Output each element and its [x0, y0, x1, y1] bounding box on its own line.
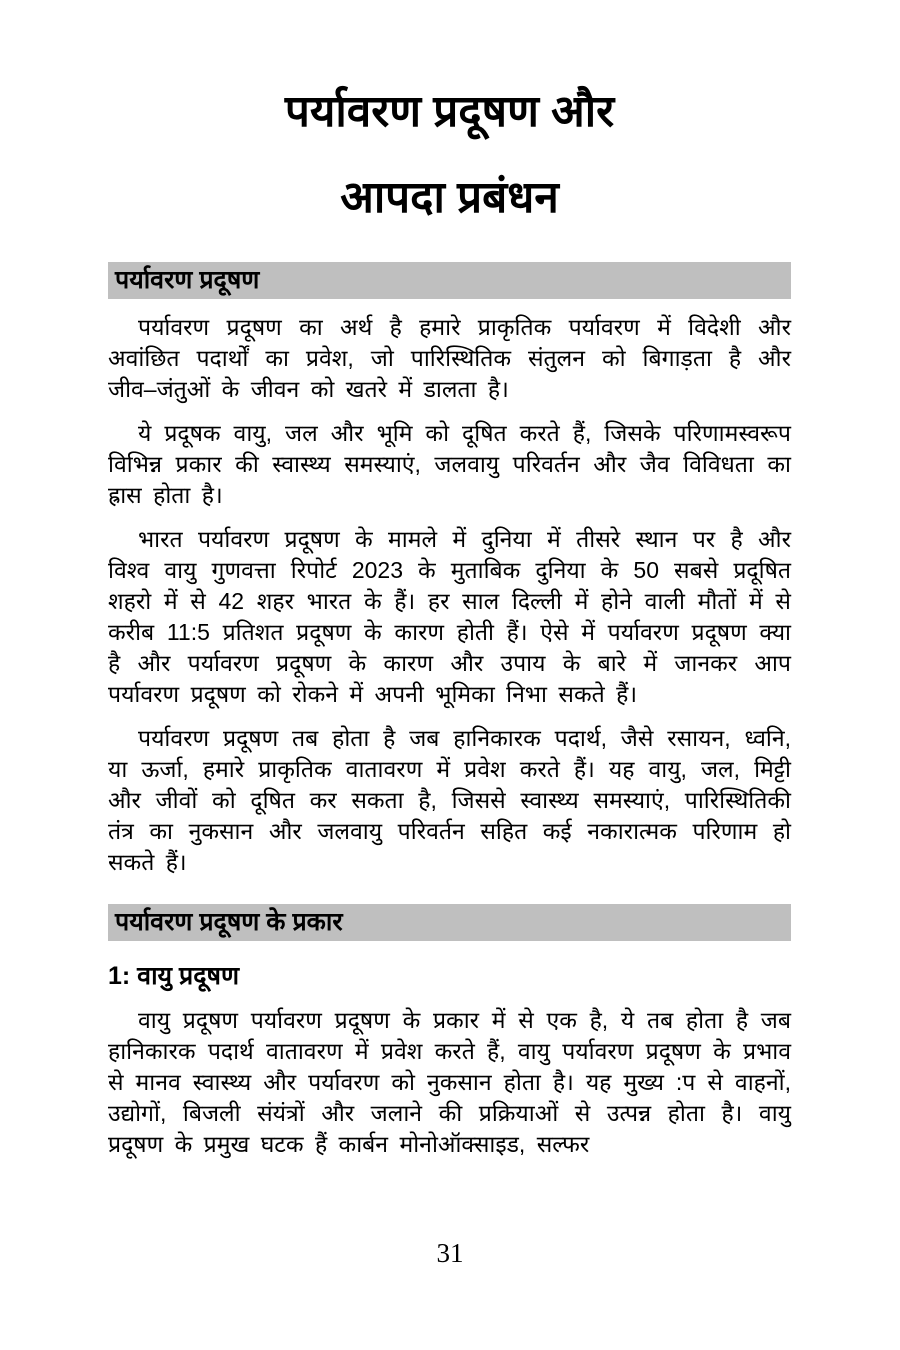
paragraph-definition: पर्यावरण प्रदूषण का अर्थ है हमारे प्राकृतिक पर्यावरण में विदेशी और अवांछित पदार्थों का प्रवेश, जो पारिस्थितिक संतुलन को बिगाड़ता है और जीव–जंतुओं के जीवन को खतरे में डालता है।: [108, 314, 791, 402]
document-title-line1: पर्यावरण प्रदूषण और: [284, 87, 615, 136]
paragraph-india-statistics: भारत पर्यावरण प्रदूषण के मामले में दुनिया में तीसरे स्थान पर है और विश्व वायु गुणवत्ता रिपोर्ट 2023 के मुताबिक दुनिया के 50 सबसे प्रदूषित शहरो में से 42 शहर भारत के हैं। हर साल दिल्ली में होने वाली मौतों में से करीब 11:5 प्रतिशत प्रदूषण के कारण होती हैं। ऐसे में पर्यावरण प्रदूषण क्या है और पर्यावरण प्रदूषण के कारण और उपाय के बारे में जानकर आप पर्यावरण प्रदूषण को रोकने में अपनी भूमिका निभा सकते हैं।: [108, 526, 791, 707]
document-title: [108, 0, 791, 220]
page-number: 31: [436, 1238, 464, 1268]
paragraph-air-pollution: वायु प्रदूषण पर्यावरण प्रदूषण के प्रकार में से एक है, ये तब होता है जब हानिकारक पदार्थ वातावरण में प्रवेश करते हैं, वायु पर्यावरण प्रदूषण के प्रभाव से मानव स्वास्थ्य और पर्यावरण को नुकसान होता है। यह मुख्य :प से वाहनों, उद्योगों, बिजली संयंत्रों और जलाने की प्रक्रियाओं से उत्पन्न होता है। वायु प्रदूषण के प्रमुख घटक हैं कार्बन मोनोऑक्साइड, सल्फर: [108, 1007, 791, 1157]
document-title-line2: आपदा प्रबंधन: [340, 173, 559, 222]
subheading-vayu-pradushan: 1: वायु प्रदूषण: [108, 962, 240, 990]
paragraph-pollutants-effects: ये प्रदूषक वायु, जल और भूमि को दूषित करते हैं, जिसके परिणामस्वरूप विभिन्न प्रकार की स्वास्थ्य समस्याएं, जलवायु परिवर्तन और जैव विविधता का ह्रास होता है।: [108, 420, 791, 508]
page-content: [108, 0, 791, 1160]
section-heading-paryavaran-pradushan: पर्यावरण प्रदूषण: [108, 262, 791, 299]
section-heading-pradushan-ke-prakar: पर्यावरण प्रदूषण के प्रकार: [108, 904, 791, 941]
paragraph-pollution-causes: पर्यावरण प्रदूषण तब होता है जब हानिकारक पदार्थ, जैसे रसायन, ध्वनि, या ऊर्जा, हमारे प्राकृतिक वातावरण में प्रवेश करते हैं। यह वायु, जल, मिट्टी और जीवों को दूषित कर सकता है, जिससे स्वास्थ्य समस्याएं, पारिस्थितिकी तंत्र का नुकसान और जलवायु परिवर्तन सहित कई नकारात्मक परिणाम हो सकते हैं।: [108, 725, 791, 875]
